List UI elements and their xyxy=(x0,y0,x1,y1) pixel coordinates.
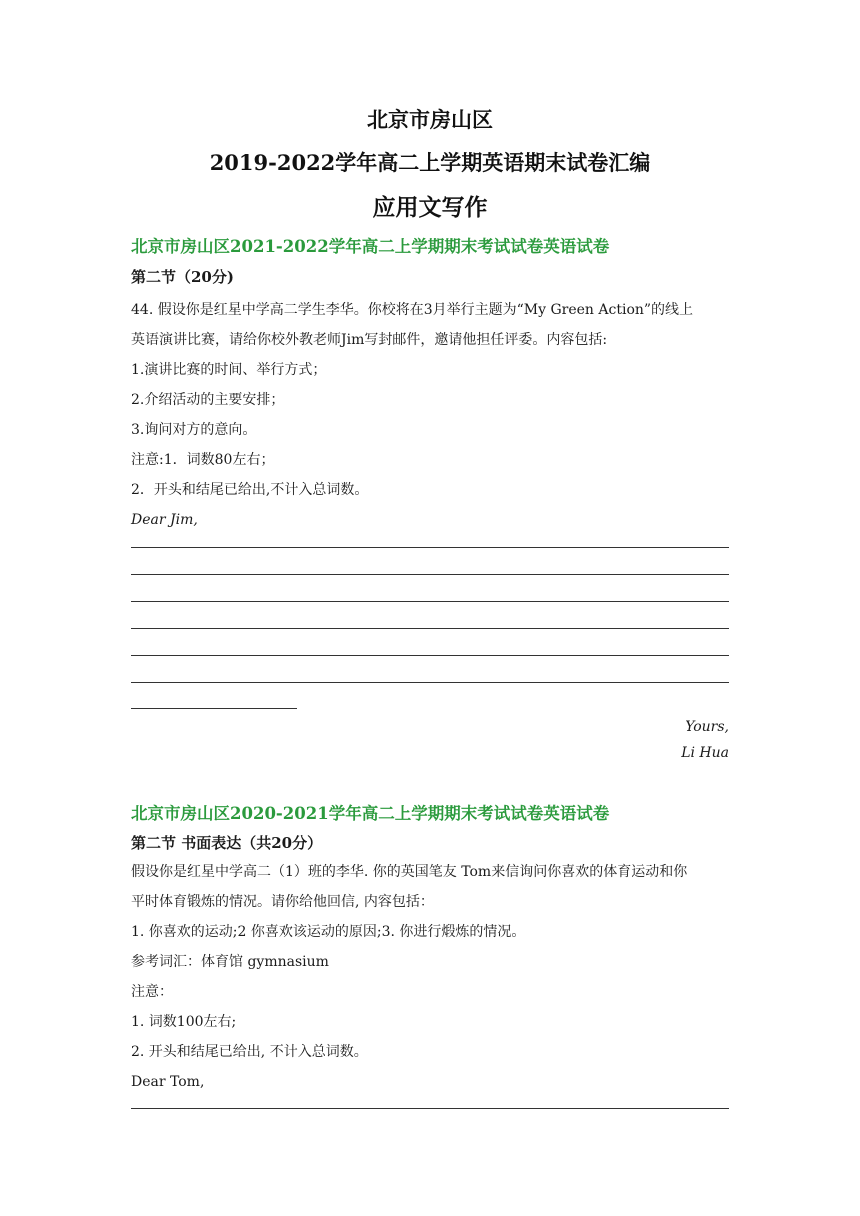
section2-line: 1. 词数100左右; xyxy=(131,1014,237,1030)
title-topic: 应用文写作 xyxy=(372,194,488,221)
answer-line xyxy=(131,655,729,656)
section1-line: 3.询问对方的意向。 xyxy=(131,422,257,438)
section1-line: 2．开头和结尾已给出,不计入总词数。 xyxy=(131,482,369,498)
section2-greeting: Dear Tom, xyxy=(131,1074,205,1090)
section1-closing: Yours, xyxy=(685,719,729,735)
section2-line: 假设你是红星中学高二（1）班的李华. 你的英国笔友 Tom来信询问你喜欢的体育运动和你 xyxy=(131,864,688,880)
answer-line xyxy=(131,682,729,683)
section2-line: 2. 开头和结尾已给出, 不计入总词数。 xyxy=(131,1044,368,1060)
section1-line: 2.介绍活动的主要安排； xyxy=(131,392,285,408)
title-region: 北京市房山区 xyxy=(367,107,493,132)
section1-line: 注意:1．词数80左右； xyxy=(131,452,275,468)
section1-heading: 北京市房山区2021-2022学年高二上学期期末考试试卷英语试卷 xyxy=(131,237,610,256)
section1-greeting: Dear Jim, xyxy=(131,512,198,528)
answer-line xyxy=(131,708,297,709)
section2-line: 平时体育锻炼的情况。请你给他回信, 内容包括： xyxy=(131,894,434,910)
section2-line: 注意： xyxy=(131,984,173,1000)
answer-line xyxy=(131,1108,729,1109)
answer-line xyxy=(131,547,729,548)
answer-line xyxy=(131,601,729,602)
section2-part: 第二节 书面表达（共20分） xyxy=(131,834,323,852)
answer-line xyxy=(131,574,729,575)
section1-line: 1.演讲比赛的时间、举行方式； xyxy=(131,362,327,378)
section2-heading: 北京市房山区2020-2021学年高二上学期期末考试试卷英语试卷 xyxy=(131,804,610,823)
section1-signature: Li Hua xyxy=(681,745,729,761)
section2-line: 1. 你喜欢的运动;2 你喜欢该运动的原因;3. 你进行煅炼的情况。 xyxy=(131,924,526,940)
section2-line: 参考词汇：体育馆 gymnasium xyxy=(131,954,329,970)
section1-part: 第二节（20分) xyxy=(131,268,234,286)
answer-line xyxy=(131,628,729,629)
section1-line: 英语演讲比赛，请给你校外教老师Jim写封邮件，邀请他担任评委。内容包括: xyxy=(131,332,608,348)
section1-line: 44. 假设你是红星中学高二学生李华。你校将在3月举行主题为“My Green Action”的线上 xyxy=(131,302,694,318)
title-exam: 2019-2022学年高二上学期英语期末试卷汇编 xyxy=(209,150,651,175)
